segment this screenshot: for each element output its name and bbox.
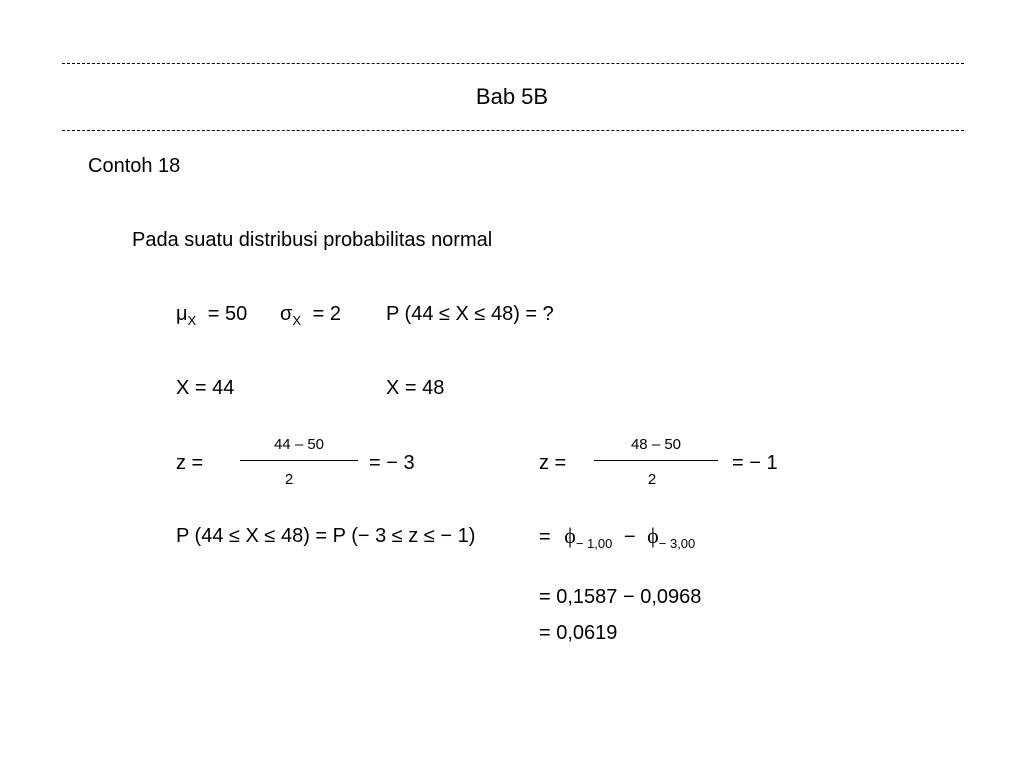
minus-sign: − (623, 526, 636, 548)
z1-result: = − 3 (369, 452, 415, 474)
phi-subscript-1: − 1,00 (575, 536, 613, 551)
sigma-definition (280, 302, 341, 328)
z2-result: = − 1 (732, 452, 778, 474)
bottom-dashed-rule (62, 130, 964, 131)
probability-lhs: P (44 ≤ X ≤ 48) = P (− 3 ≤ z ≤ − 1) (176, 525, 476, 547)
mean-definition (176, 302, 247, 328)
example-label: Contoh 18 (88, 155, 181, 177)
mu-value: = 50 (207, 303, 248, 325)
x-value-1: X = 44 (176, 377, 235, 399)
z2-fraction-bar (594, 460, 718, 461)
probability-step-2: = 0,1587 − 0,0968 (539, 586, 702, 608)
z1-denominator: 2 (284, 471, 294, 488)
z1-numerator: 44 – 50 (273, 436, 325, 453)
phi-symbol-2: ϕ (647, 523, 659, 548)
phi-subscript-2: − 3,00 (658, 536, 696, 551)
sigma-subscript: X (292, 313, 302, 328)
sigma-value: = 2 (312, 303, 341, 325)
sigma-symbol: σ (280, 303, 293, 325)
z1-fraction-bar (240, 460, 358, 461)
probability-result: = 0,0619 (539, 622, 618, 644)
z2-numerator: 48 – 50 (630, 436, 682, 453)
z2-label: z = (539, 452, 567, 474)
mu-subscript: X (187, 313, 197, 328)
phi-symbol-1: ϕ (564, 523, 576, 548)
equals-sign: = (539, 526, 551, 548)
probability-rhs (539, 524, 695, 551)
question: P (44 ≤ X ≤ 48) = ? (386, 303, 554, 325)
z1-label: z = (176, 452, 204, 474)
z2-denominator: 2 (647, 471, 657, 488)
x-value-2: X = 48 (386, 377, 445, 399)
example-intro: Pada suatu distribusi probabilitas normal (132, 229, 493, 251)
top-dashed-rule (62, 63, 964, 64)
page-title: Bab 5B (475, 84, 549, 109)
mu-symbol: μ (176, 303, 188, 325)
